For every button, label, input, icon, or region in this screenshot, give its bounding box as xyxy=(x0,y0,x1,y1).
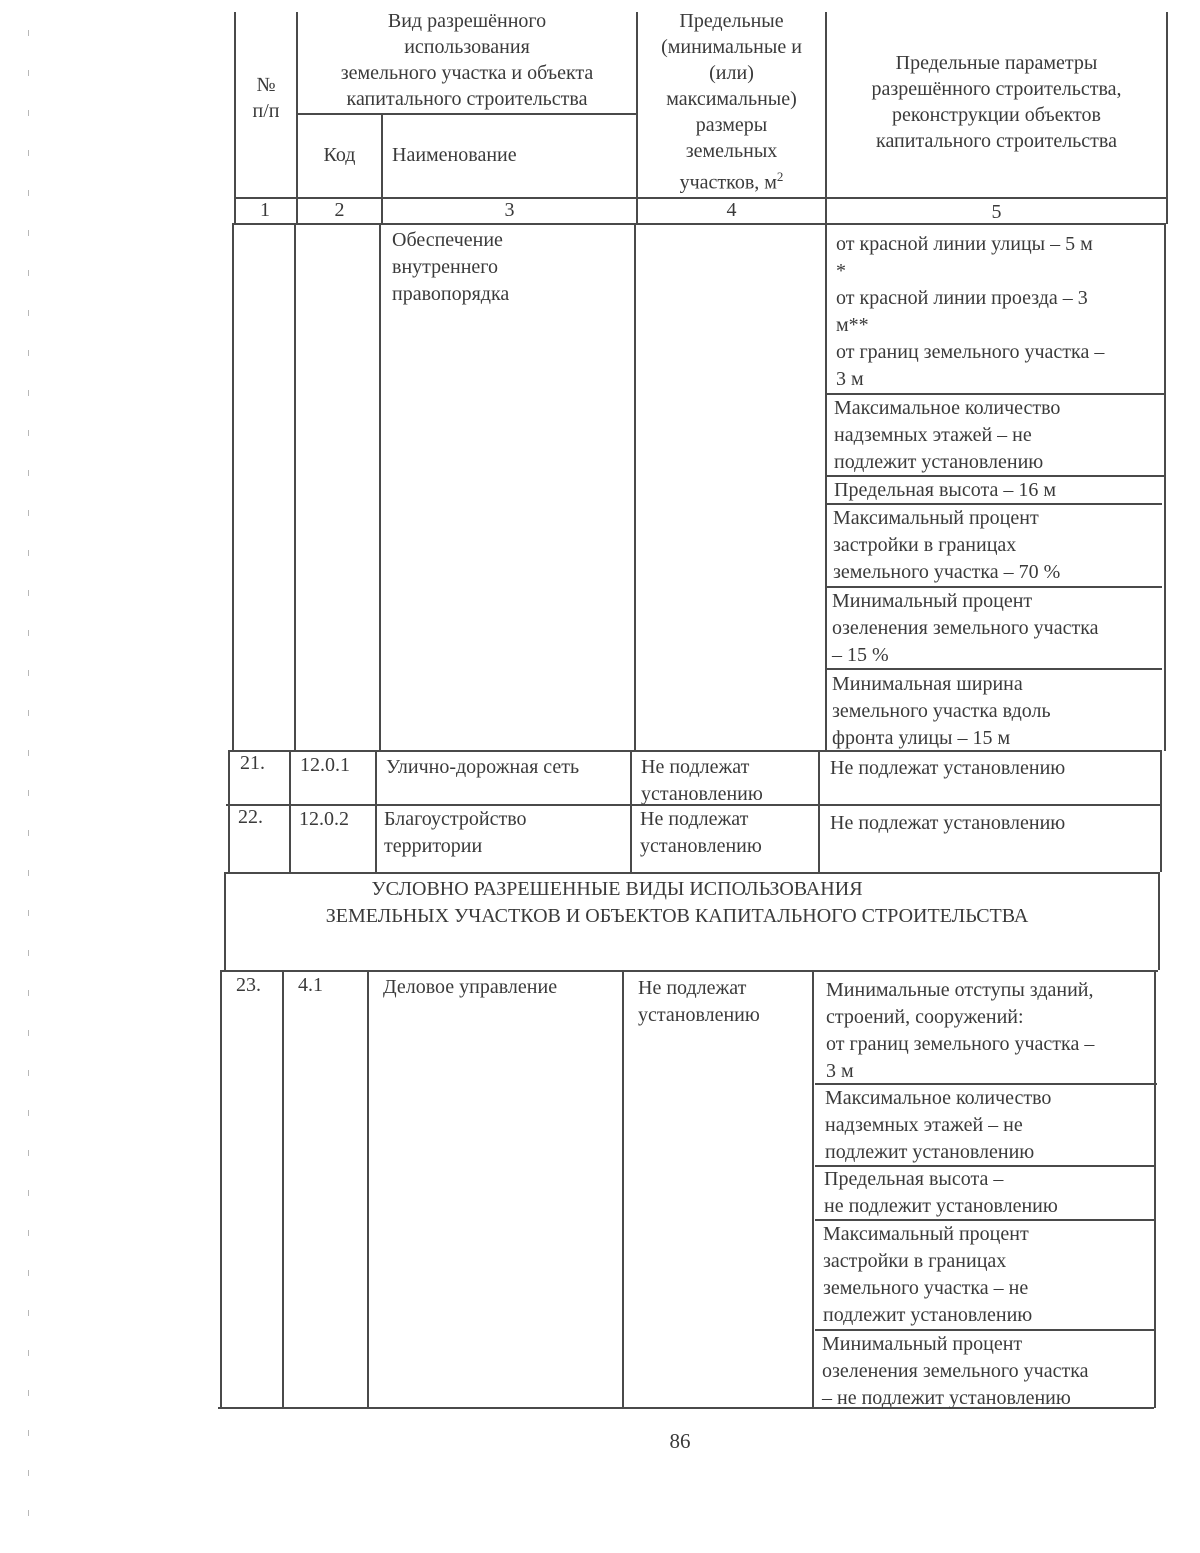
row-name: Деловое управление xyxy=(383,976,558,998)
row-setbacks: Минимальные отступы зданий, строений, сооружений: от границ земельного участка – 3 м xyxy=(826,979,1095,1082)
row-max-coverage: Максимальный процент застройки в границах земельного участка – не подлежит установлению xyxy=(823,1223,1033,1326)
column-number: 5 xyxy=(991,201,1002,223)
cont-row-min-width: Минимальная ширина земельного участка вдоль фронта улицы – 15 м xyxy=(832,673,1051,749)
scan-margin-mark xyxy=(28,30,29,1530)
row-code: 12.0.1 xyxy=(300,754,350,776)
cont-row-setbacks: от красной линии улицы – 5 м * от красной линии проезда – 3 м** от границ земельного участка – 3 м xyxy=(836,233,1105,390)
row-plot-size: Не подлежат установлению xyxy=(638,977,760,1026)
cont-row-min-greenery: Минимальный процент озеленения земельного участка – 15 % xyxy=(832,590,1099,666)
row-name: Улично-дорожная сеть xyxy=(386,756,580,778)
header-plot-sizes: Предельные (минимальные и (или) максимальные) размеры земельных участков, $м^2$ xyxy=(661,10,802,194)
header-col-number: № п/п xyxy=(252,74,280,122)
header-name: Наименование xyxy=(392,144,517,166)
row-number: 23. xyxy=(236,974,261,996)
row-plot-size: Не подлежат установлению xyxy=(641,756,763,805)
page-number: 86 xyxy=(669,1429,691,1453)
row-plot-size: Не подлежат установлению xyxy=(640,808,762,857)
column-number: 3 xyxy=(504,199,515,221)
cont-row-max-coverage: Максимальный процент застройки в границах земельного участка – 70 % xyxy=(833,507,1061,583)
cont-row-name: Обеспечение внутреннего правопорядка xyxy=(392,229,510,305)
row-number: 21. xyxy=(240,752,265,774)
row-code: 12.0.2 xyxy=(299,808,349,830)
column-number: 4 xyxy=(726,199,737,221)
row-min-greenery: Минимальный процент озеленения земельного участка – не подлежит установлению xyxy=(822,1333,1089,1409)
row-max-floors: Максимальное количество надземных этажей – не подлежит установлению xyxy=(825,1087,1052,1163)
row-number: 22. xyxy=(238,806,263,828)
column-number: 2 xyxy=(334,199,345,221)
cont-row-max-height: Предельная высота – 16 м xyxy=(834,479,1057,501)
row-params: Не подлежат установлению xyxy=(830,812,1066,834)
row-params: Не подлежат установлению xyxy=(830,757,1066,779)
column-number: 1 xyxy=(260,199,270,221)
cont-row-max-floors: Максимальное количество надземных этажей – не подлежит установлению xyxy=(834,397,1061,473)
section-title: УСЛОВНО РАЗРЕШЕННЫЕ ВИДЫ ИСПОЛЬЗОВАНИЯ ЗЕМЕЛЬНЫХ УЧАСТКОВ И ОБЪЕКТОВ КАПИТАЛЬНОГО СТРОИТЕЛЬСТВА xyxy=(325,878,1029,927)
header-construction-params: Предельные параметры разрешённого строительства, реконструкции объектов капитального строительства xyxy=(871,52,1122,152)
header-code: Код xyxy=(323,144,356,166)
row-name: Благоустройство территории xyxy=(384,808,527,857)
row-code: 4.1 xyxy=(298,974,323,996)
row-max-height: Предельная высота – не подлежит установлению xyxy=(824,1168,1058,1217)
header-land-use-group: Вид разрешённого использования земельного участка и объекта капитального строительства xyxy=(340,10,594,110)
